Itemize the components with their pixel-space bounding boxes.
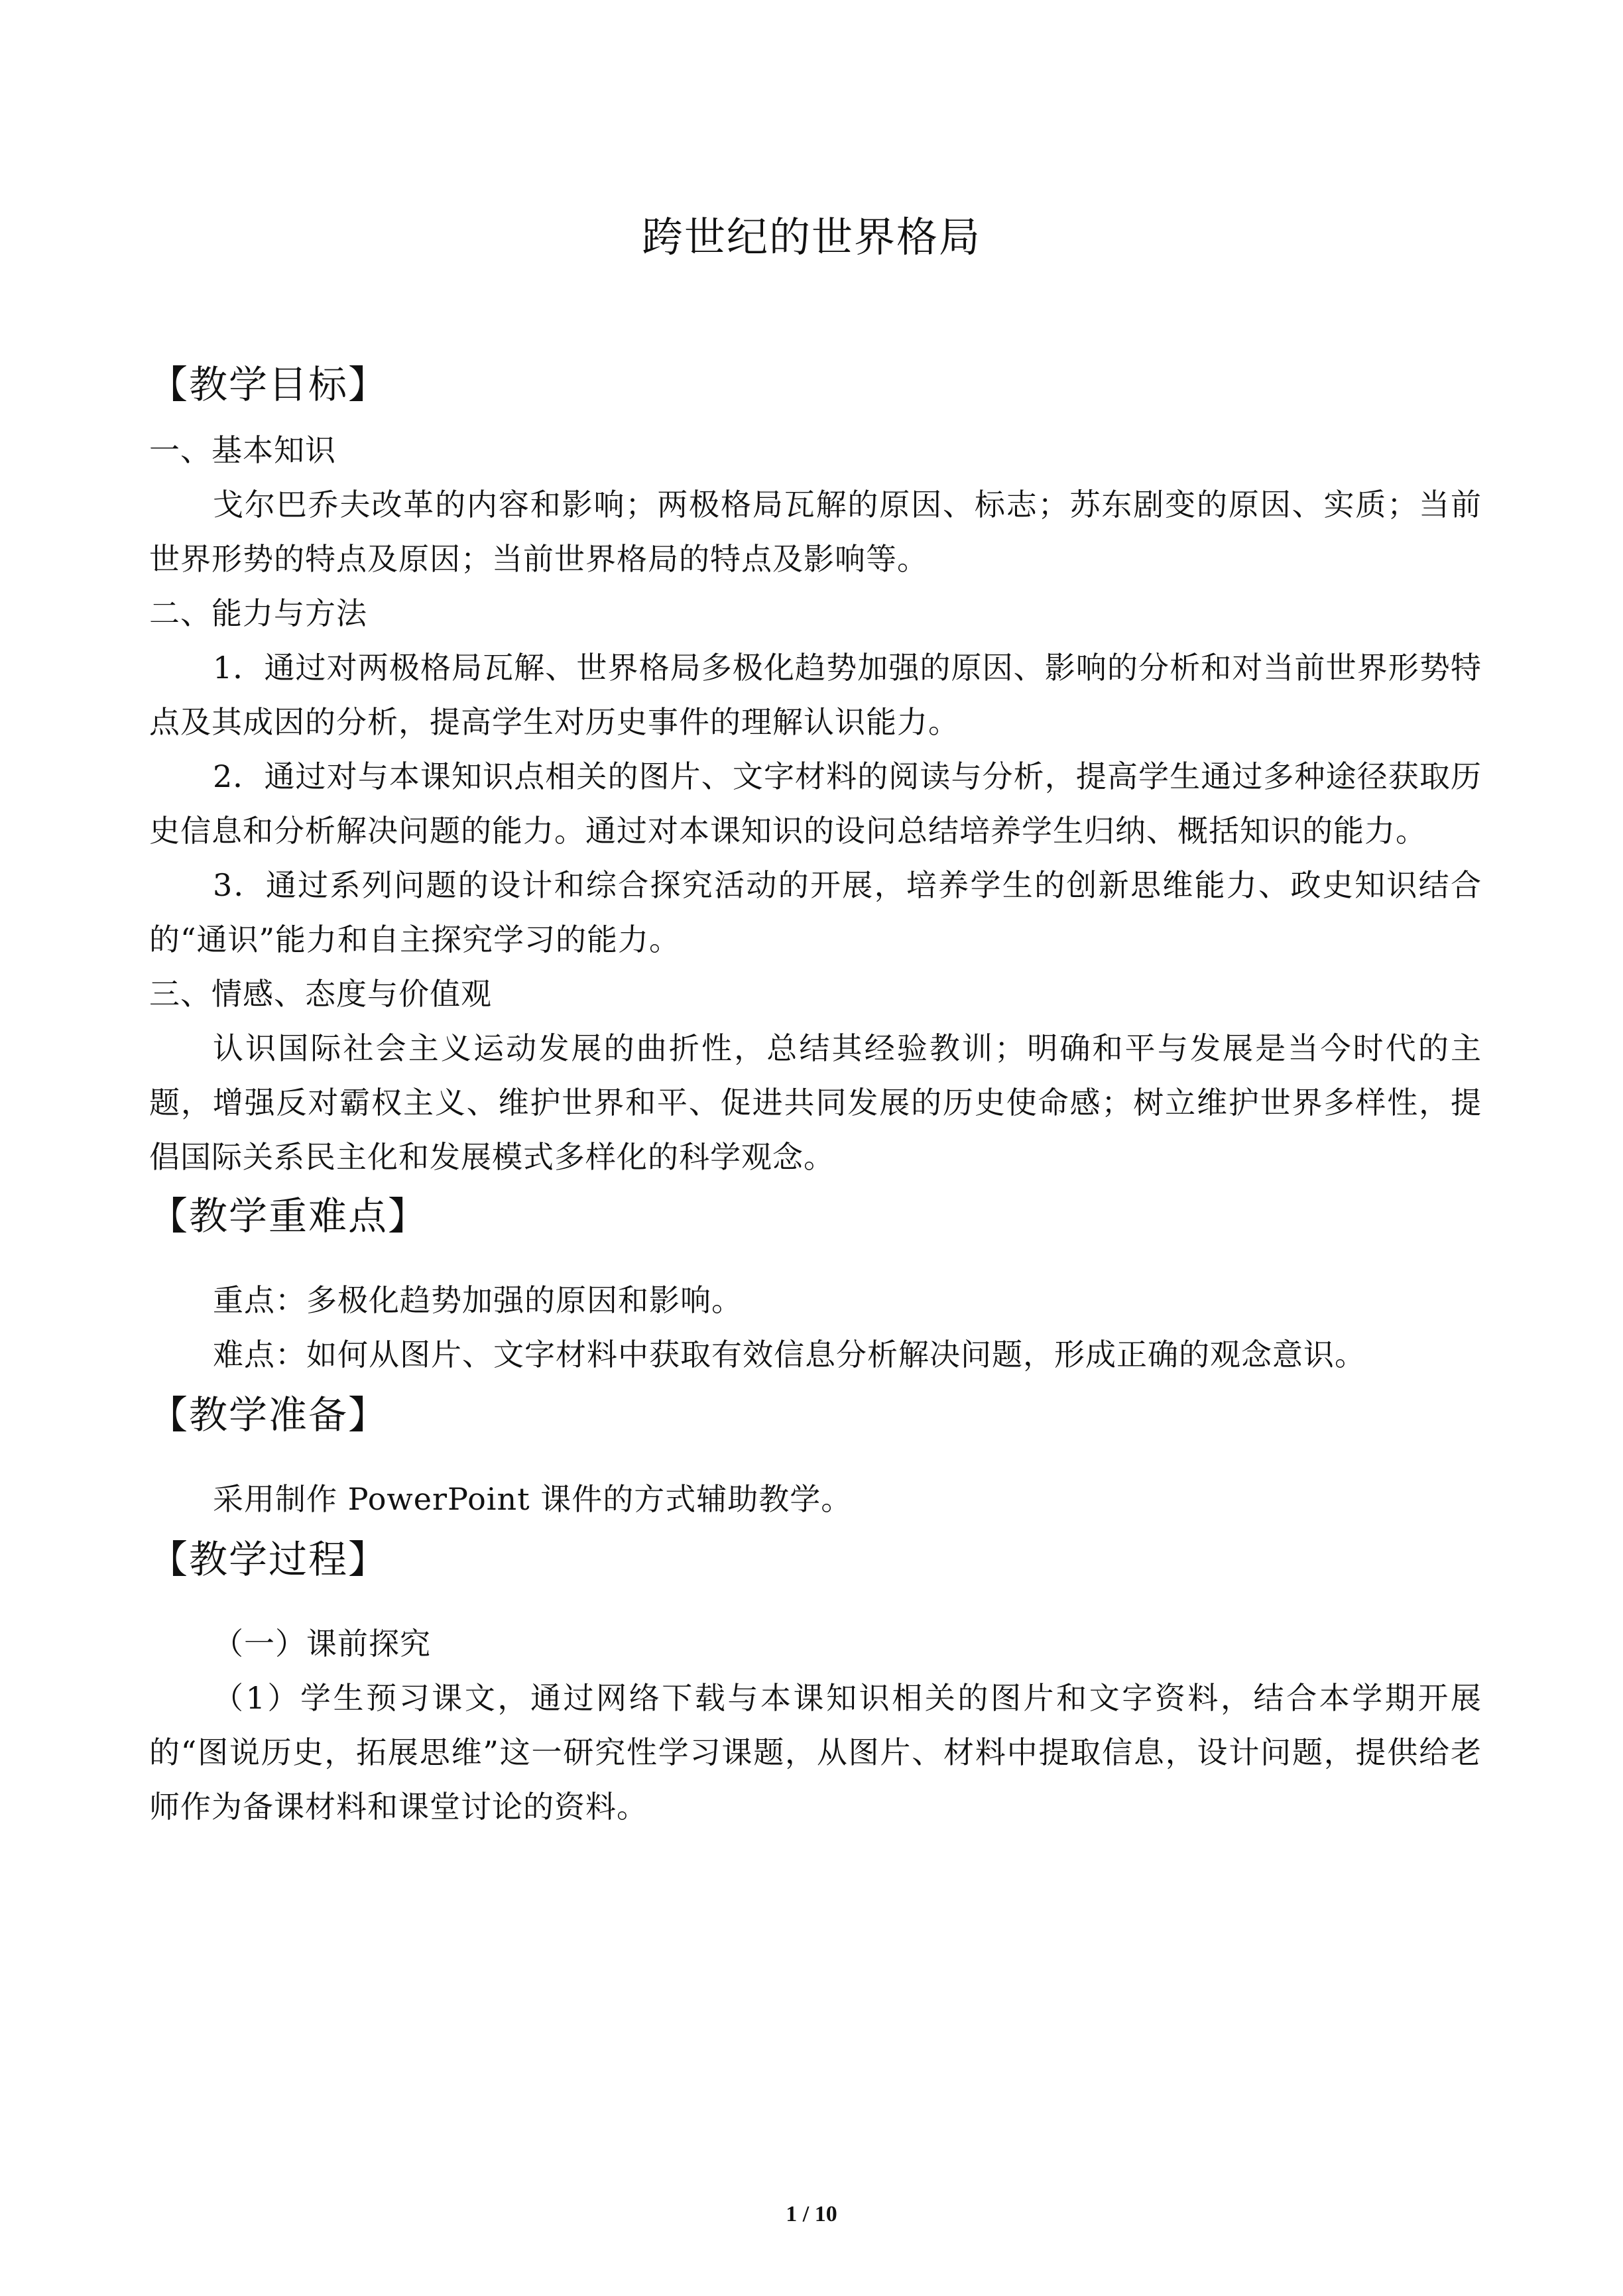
subheading-basic-knowledge: 一、基本知识 (149, 432, 336, 468)
preparation-text: 采用制作 PowerPoint 课件的方式辅助教学。 (213, 1481, 853, 1517)
document-title: 跨世纪的世界格局 (641, 213, 981, 261)
process-step1-heading: （一）课前探究 (213, 1626, 431, 1662)
keypoint-focus: 重点：多极化趋势加强的原因和影响。 (213, 1282, 743, 1318)
process-step1-text: （1）学生预习课文，通过网络下载与本课知识相关的图片和文字资料，结合本学期开展的“图说历史，拓展思维”这一研究性学习课题，从图片、材料中提取信息，设计问题，提供给老师作为备课材料和课堂讨论的资料。 (149, 1680, 1482, 1825)
section-heading-keypoints: 【教学重难点】 (149, 1193, 428, 1239)
section-heading-process: 【教学过程】 (149, 1537, 389, 1582)
paragraph-ability-item-3: 3．通过系列问题的设计和综合探究活动的开展，培养学生的创新思维能力、政史知识结合的“通识”能力和自主探究学习的能力。 (149, 867, 1482, 957)
page-number: 1 / 10 (786, 2202, 837, 2226)
paragraph-ability-item-1: 1．通过对两极格局瓦解、世界格局多极化趋势加强的原因、影响的分析和对当前世界形势特点及其成因的分析，提高学生对历史事件的理解认识能力。 (149, 650, 1482, 740)
section-heading-objectives: 【教学目标】 (149, 362, 389, 407)
paragraph-basic-knowledge: 戈尔巴乔夫改革的内容和影响；两极格局瓦解的原因、标志；苏东剧变的原因、实质；当前世界形势的特点及原因；当前世界格局的特点及影响等。 (149, 487, 1482, 577)
paragraph-ability-item-2: 2．通过对与本课知识点相关的图片、文字材料的阅读与分析，提高学生通过多种途径获取历史信息和分析解决问题的能力。通过对本课知识的设问总结培养学生归纳、概括知识的能力。 (149, 758, 1482, 849)
subheading-ability-method: 二、能力与方法 (149, 595, 367, 631)
subheading-emotion-values: 三、情感、态度与价值观 (149, 976, 492, 1012)
document-body (149, 358, 1482, 1834)
paragraph-emotion-values: 认识国际社会主义运动发展的曲折性，总结其经验教训；明确和平与发展是当今时代的主题，增强反对霸权主义、维护世界和平、促进共同发展的历史使命感；树立维护世界多样性，提倡国际关系民主化和发展模式多样化的科学观念。 (149, 1030, 1482, 1175)
section-heading-preparation: 【教学准备】 (149, 1392, 389, 1437)
keypoint-difficulty: 难点：如何从图片、文字材料中获取有效信息分析解决问题，形成正确的观念意识。 (213, 1337, 1366, 1372)
